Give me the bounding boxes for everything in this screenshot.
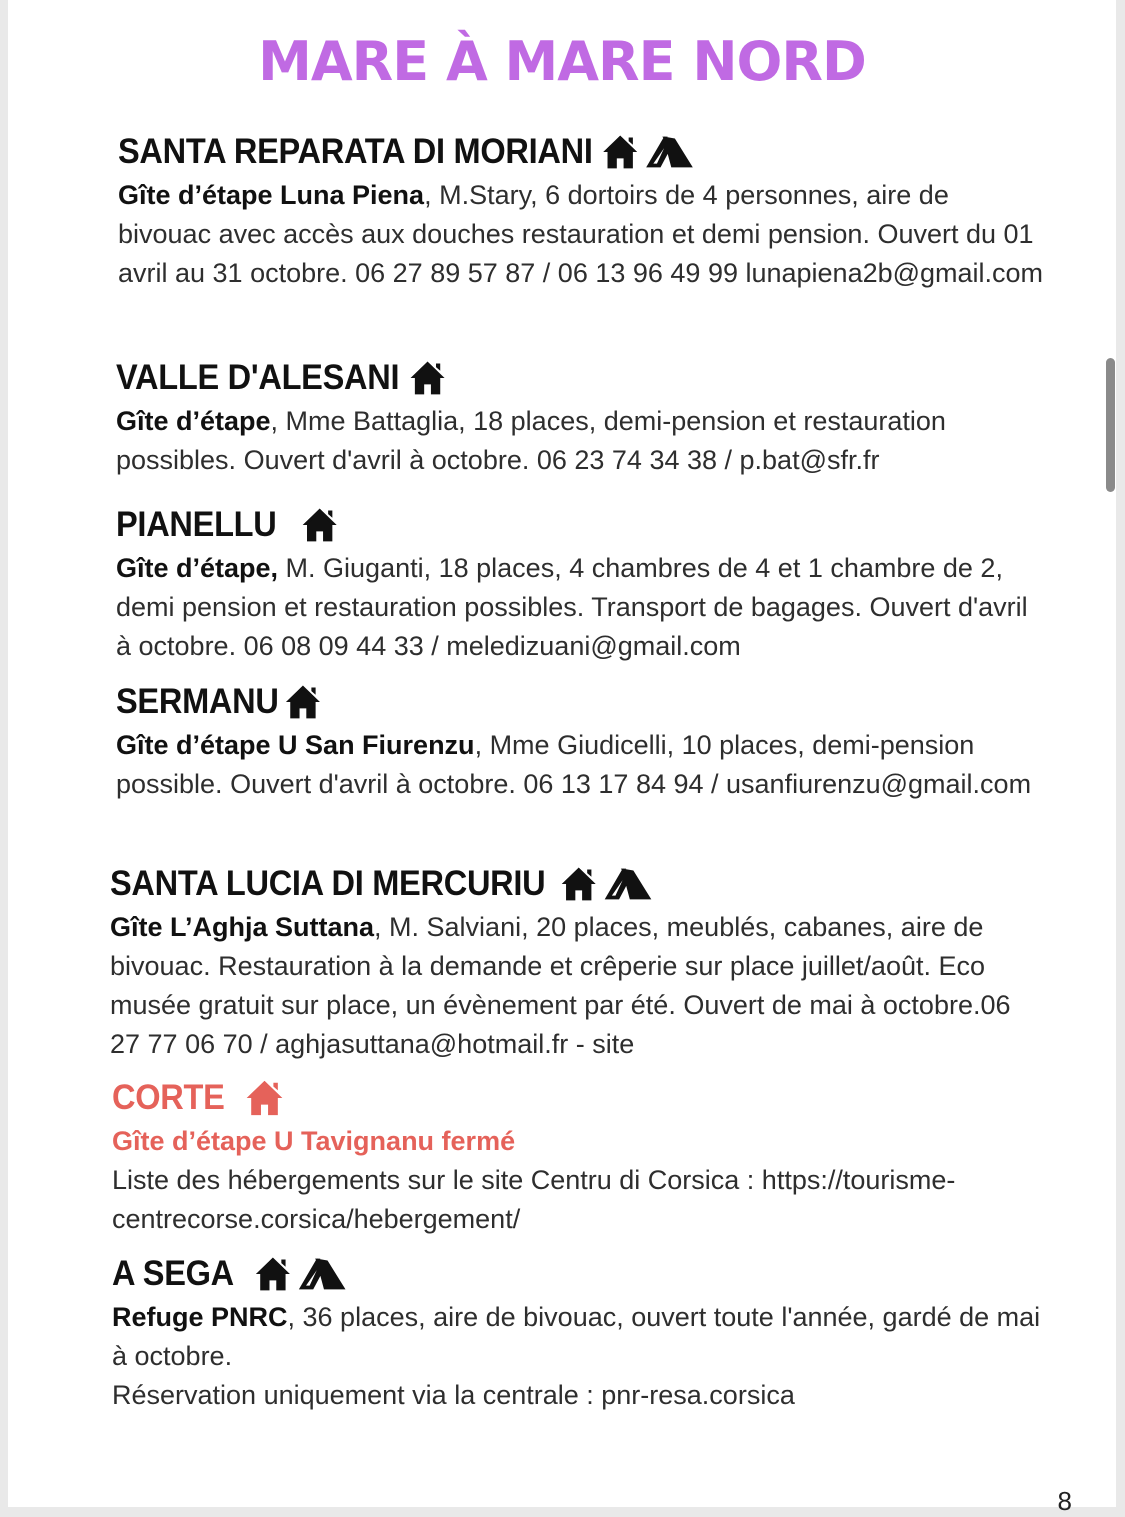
lodging-name: Gîte L’Aghja Suttana	[110, 912, 375, 942]
page-number: 8	[1057, 1486, 1072, 1516]
house-icon	[245, 1078, 284, 1118]
lodging-details: , M. Salviani, 20 places, meublés, cabanes, aire de bivouac. Restauration à la demande et crêperie sur place juillet/août. Eco musée gratuit sur place, un évènement par été. Ouvert de mai à octobre.06 27 77 06 70 / aghjasuttana@hotmail.fr - site	[110, 912, 1011, 1059]
section-heading	[112, 1252, 977, 1296]
lodging-name: Gîte d’étape U Tavignanu fermé	[112, 1126, 516, 1156]
section-heading	[116, 680, 981, 724]
section-title: CORTE	[112, 1078, 225, 1117]
house-icon	[301, 506, 338, 544]
section-description	[110, 908, 1040, 1064]
section-heading	[116, 503, 981, 547]
section-title: SERMANU	[116, 682, 279, 721]
section-description	[112, 1298, 1042, 1376]
scrollbar-thumb[interactable]	[1106, 358, 1115, 492]
section-description: Liste des hébergements sur le site Centru di Corsica : https://tourisme-centrecorse.corsica/hebergement/	[112, 1165, 956, 1234]
document-page	[8, 0, 1116, 1516]
lodging-details: , Mme Giudicelli, 10 places, demi-pension possible. Ouvert d'avril à octobre. 06 13 17 84 94 / usanfiurenzu@gmail.com	[116, 730, 1032, 799]
lodging-details: , 36 places, aire de bivouac, ouvert toute l'année, gardé de mai à octobre.	[112, 1302, 1041, 1371]
house-icon	[602, 133, 639, 171]
tent-icon	[603, 866, 653, 902]
section-title: SANTA REPARATA DI MORIANI	[118, 132, 593, 171]
section-description	[116, 726, 1046, 804]
section-heading	[118, 130, 983, 174]
section-valle-dalesani	[116, 356, 1046, 480]
section-heading	[112, 1076, 977, 1120]
house-icon	[409, 359, 446, 397]
section-sermanu	[116, 680, 1046, 804]
section-corte	[112, 1076, 1042, 1239]
tent-icon	[645, 134, 695, 170]
reservation-note: Réservation uniquement via la centrale : pnr-resa.corsica	[112, 1380, 795, 1410]
section-title: PIANELLU	[116, 505, 277, 544]
house-icon	[254, 1255, 291, 1293]
section-title: VALLE D'ALESANI	[116, 358, 400, 397]
section-title: A SEGA	[112, 1254, 234, 1293]
lodging-name: Gîte d’étape	[116, 406, 271, 436]
section-heading	[110, 862, 975, 906]
section-pianellu	[116, 503, 1046, 666]
page-title: MARE À MARE NORD	[258, 30, 866, 93]
section-santa-lucia	[110, 862, 1040, 1064]
lodging-name: Refuge PNRC	[112, 1302, 288, 1332]
section-title: SANTA LUCIA DI MERCURIU	[110, 864, 546, 903]
section-description	[116, 402, 1046, 480]
section-heading	[116, 356, 981, 400]
section-a-sega	[112, 1252, 1042, 1415]
house-icon	[284, 683, 321, 721]
lodging-name: Gîte d’étape U San Fiurenzu	[116, 730, 475, 760]
section-santa-reparata	[118, 130, 1048, 293]
section-description	[118, 176, 1048, 293]
lodging-name: Gîte d’étape,	[116, 553, 279, 583]
house-icon	[560, 865, 597, 903]
tent-icon	[297, 1256, 347, 1292]
lodging-details: , M.Stary, 6 dortoirs de 4 personnes, aire de bivouac avec accès aux douches restauration et demi pension. Ouvert du 01 avril au 31 octobre. 06 27 89 57 87 / 06 13 96 49 99 lunapiena2b@gmail.com	[118, 180, 1044, 288]
lodging-name: Gîte d’étape Luna Piena	[118, 180, 425, 210]
lodging-details: M. Giuganti, 18 places, 4 chambres de 4 et 1 chambre de 2, demi pension et restauration possibles. Transport de bagages. Ouvert d'avril à octobre. 06 08 09 44 33 / meledizuani@gmail.com	[116, 553, 1028, 661]
lodging-details: , Mme Battaglia, 18 places, demi-pension et restauration possibles. Ouvert d'avril à octobre. 06 23 74 34 38 / p.bat@sfr.fr	[116, 406, 946, 475]
section-description	[116, 549, 1046, 666]
